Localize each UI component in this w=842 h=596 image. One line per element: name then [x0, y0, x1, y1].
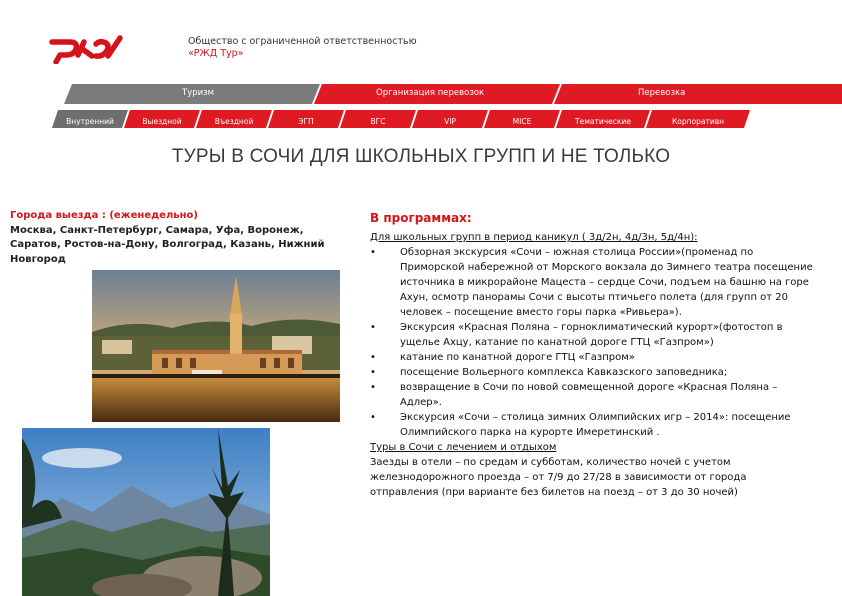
page-title: ТУРЫ В СОЧИ ДЛЯ ШКОЛЬНЫХ ГРУПП И НЕ ТОЛЬКО — [171, 146, 671, 167]
departure-cities — [10, 209, 350, 267]
treatment-tours-text: Заезды в отели – по средам и субботам, количество ночей с учетом железнодорожного проезда – от 7/9 до 27/28 в зависимости от города отправления (при варианте без билетов на поезд – от 3 до 30 ночей) — [370, 457, 747, 498]
list-item: • посещение Вольерного комплекса Кавказского заповедника; — [370, 365, 816, 380]
departure-city-list: Москва, Санкт-Петербург, Самара, Уфа, Воронеж, Саратов, Ростов-на-Дону, Волгоград, Казань, Нижний Новгород — [10, 224, 325, 265]
list-item: • возвращение в Сочи по новой совмещенной дороге «Красная Поляна – Адлер». — [370, 380, 816, 410]
nav-group-transport[interactable]: Перевозка — [638, 88, 686, 98]
programs-section — [370, 211, 816, 500]
school-groups-heading: Для школьных групп в период каникул ( 3д/2н, 4д/3н, 5д/4н): — [370, 232, 698, 243]
company-name — [188, 36, 417, 60]
list-item: • Экскурсия «Красная Поляна – горноклиматический курорт»(фотостоп в ущелье Ахцу, катание по канатной дороге ГТЦ «Газпром») — [370, 320, 816, 350]
top-navigation — [50, 84, 842, 134]
treatment-tours-heading: Туры в Сочи с лечением и отдыхом — [370, 442, 557, 453]
nav-item-domestic[interactable]: Внутренний — [66, 117, 114, 126]
departure-heading: Города выезда : (еженедельно) — [10, 210, 198, 221]
nav-item-mice[interactable]: MICE — [512, 117, 532, 126]
nav-item-vip[interactable]: VIP — [444, 117, 456, 126]
company-line-2: «РЖД Тур» — [188, 48, 244, 59]
nav-item-vgs[interactable]: ВГС — [370, 117, 386, 126]
nav-item-thematic[interactable]: Тематические — [575, 117, 631, 126]
mountain-landscape-photo — [22, 428, 270, 596]
nav-group-transport-org[interactable]: Организация перевозок — [376, 88, 485, 98]
nav-item-outbound[interactable]: Выездной — [142, 117, 182, 126]
nav-group-tourism[interactable]: Туризм — [182, 88, 215, 98]
nav-item-egp[interactable]: ЭГП — [298, 117, 314, 126]
list-item: • Экскурсия «Сочи – столица зимних Олимпийских игр – 2014»: посещение Олимпийского парка на курорте Имеретинский . — [370, 410, 816, 440]
company-line-1: Общество с ограниченной ответственностью — [188, 36, 417, 47]
programs-heading: В программах: — [370, 211, 472, 225]
program-list — [370, 245, 816, 440]
nav-item-corporate[interactable]: Корпоративн — [671, 117, 725, 126]
rzd-logo — [48, 30, 128, 64]
list-item: • катание по канатной дороге ГТЦ «Газпром» — [370, 350, 816, 365]
nav-item-inbound[interactable]: Въездной — [214, 117, 254, 126]
list-item: • Обзорная экскурсия «Сочи – южная столица России»(променад по Приморской набережной от Морского вокзала до Зимнего театра посещение источника в микрорайоне Мацеста – сердце Сочи, подъем на башню на горе Ахун, осмотр панорамы Сочи с высоты птичьего полета (для групп от 20 человек – посещение вместо горы парка «Ривьера»). — [370, 245, 816, 320]
sochi-seaport-photo — [92, 270, 340, 422]
